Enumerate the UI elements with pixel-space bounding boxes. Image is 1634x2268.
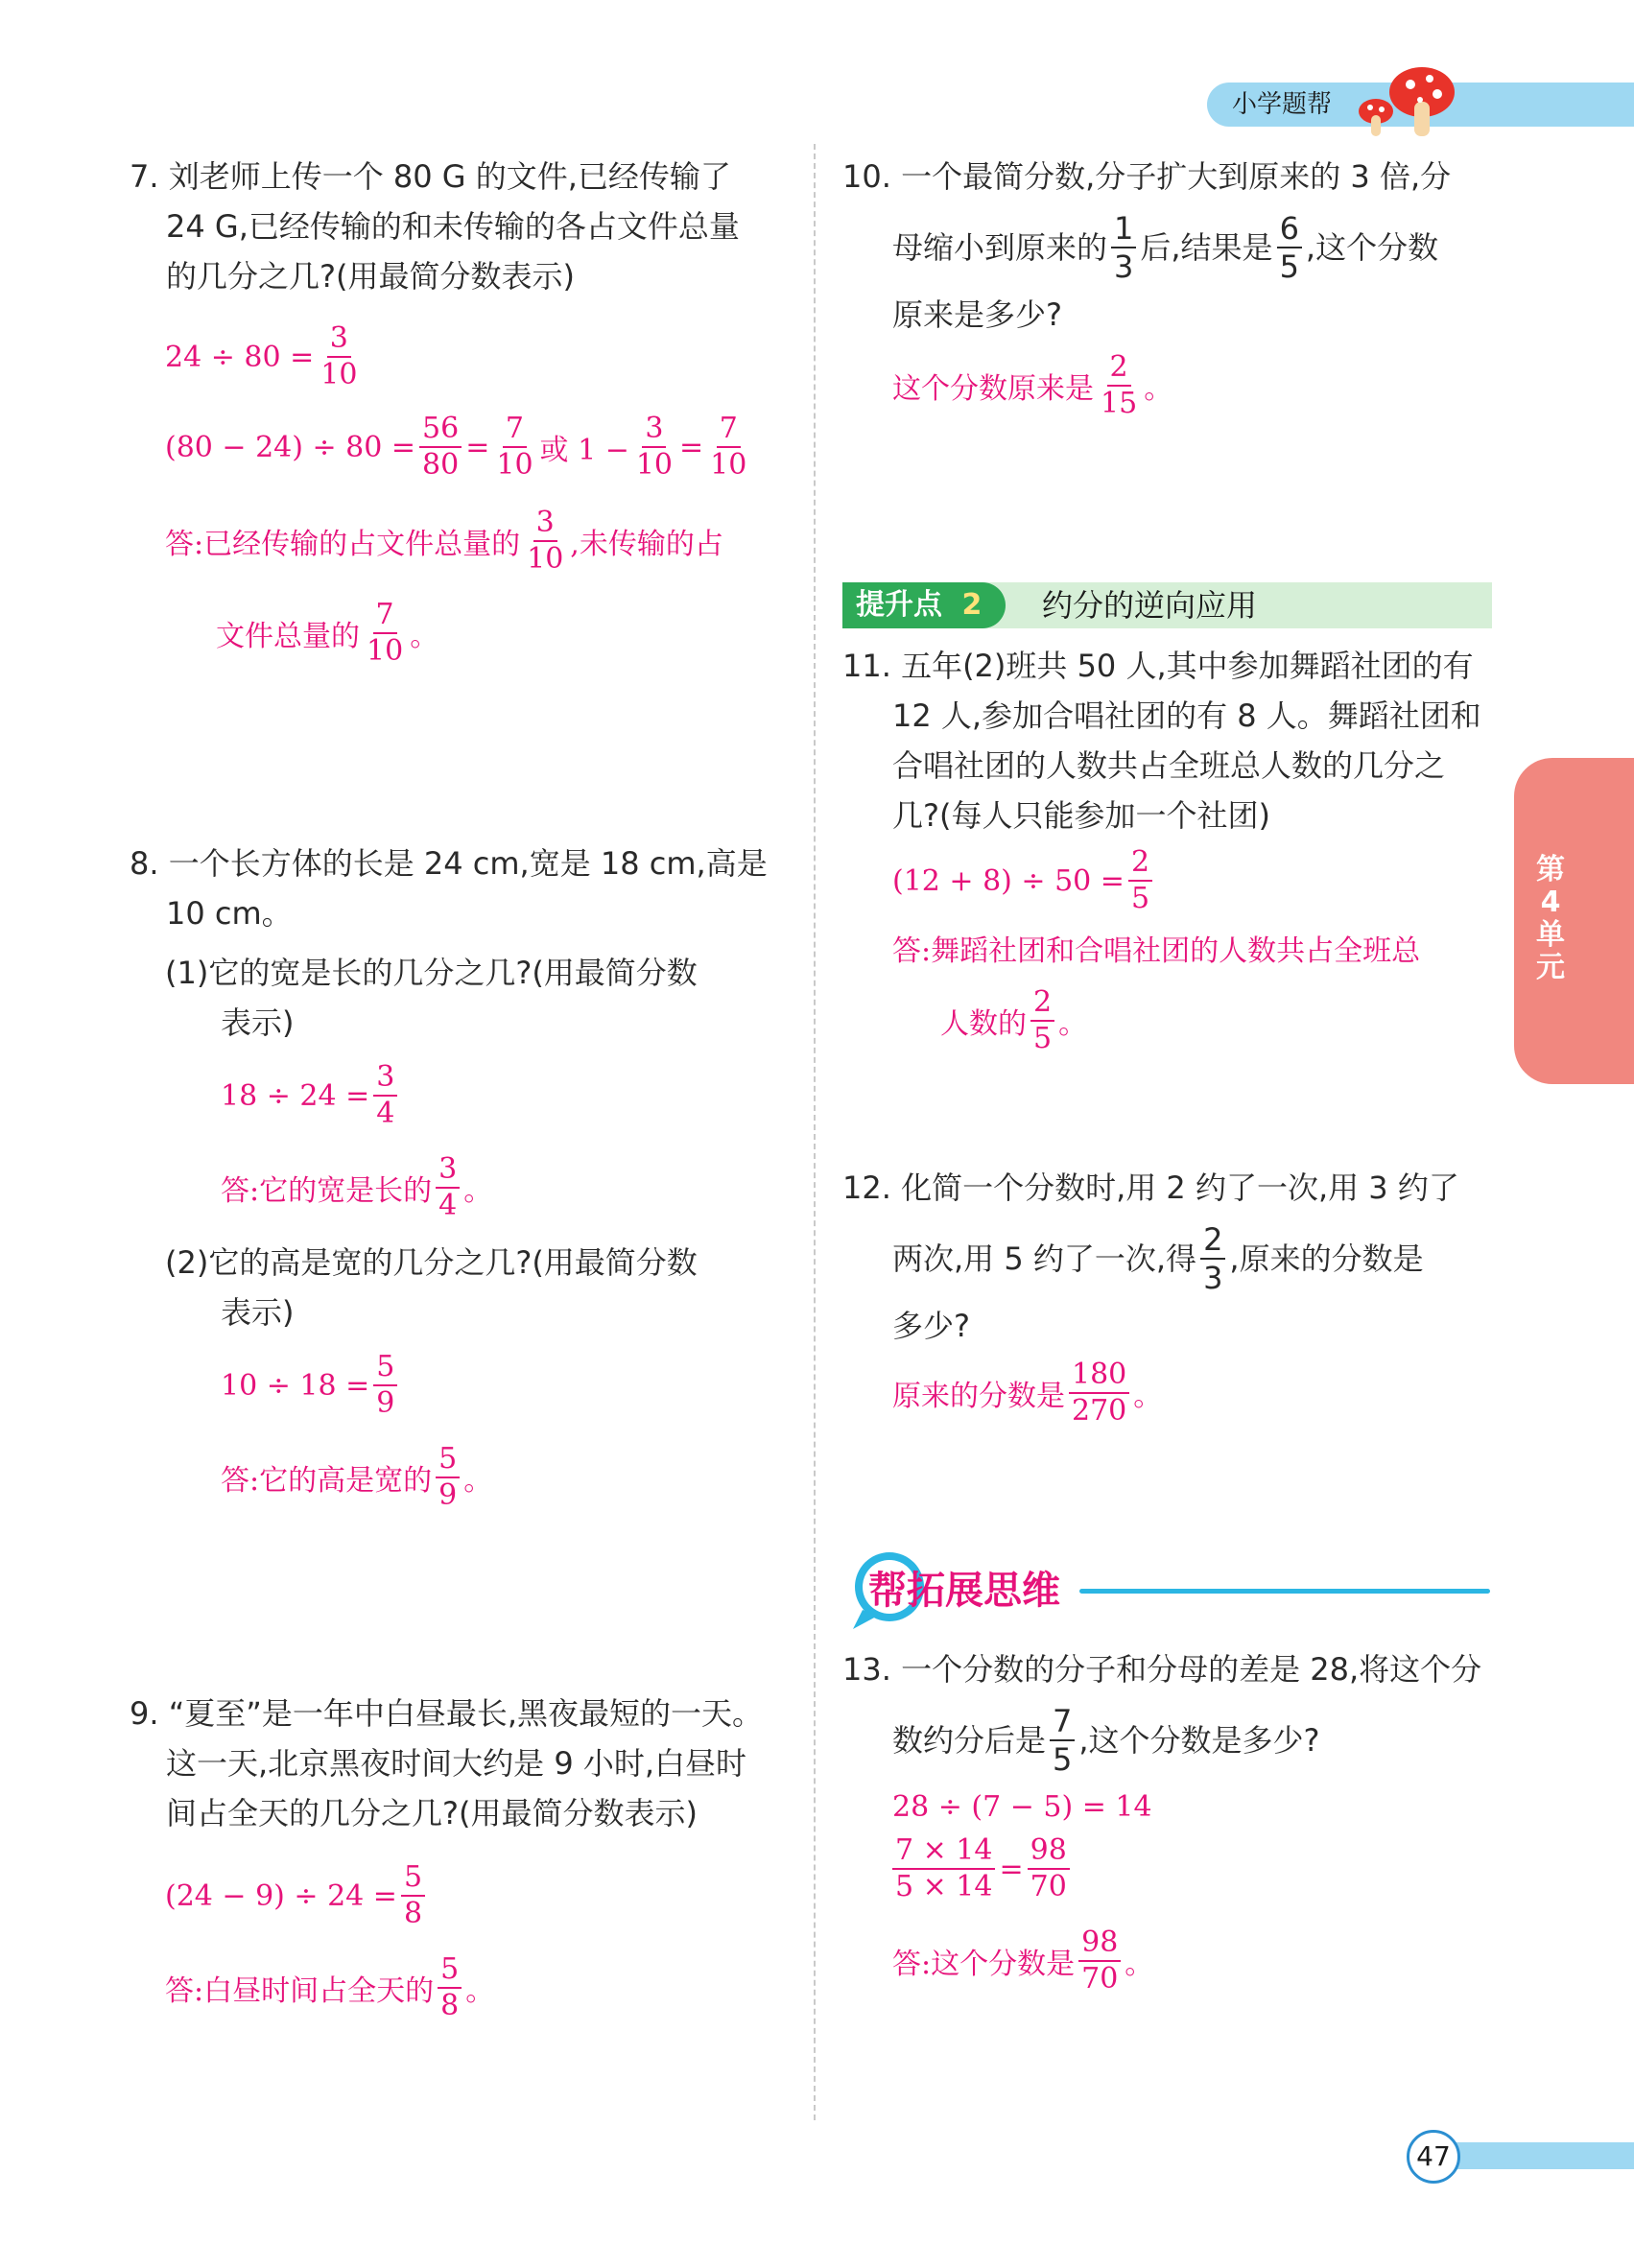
q7-calc-1 (165, 321, 364, 391)
period: 。 (410, 620, 439, 653)
q12-line3: 多少? (892, 1308, 970, 1344)
fraction: $\frac{56}{80}$ (419, 414, 462, 480)
q10-answer (892, 350, 1173, 420)
q7-answer-mid: ,未传输的占 (570, 528, 723, 561)
q12-line1: 12. 化简一个分数时,用 2 约了一次,用 3 约了 (842, 1169, 1459, 1206)
unit-side-tab (1514, 758, 1634, 1084)
q8-part1-line: 表示) (221, 1004, 295, 1041)
q7-calc-1-text: 24 ÷ 80 = (165, 340, 315, 374)
q9-calc (165, 1860, 429, 1930)
q8-part2-line: 表示) (221, 1294, 295, 1331)
q12-line2 (892, 1221, 1424, 1296)
fraction: $\frac{7 \times 14}{5 \times 14}$ (892, 1836, 995, 1902)
page-number: 47 (1407, 2130, 1460, 2184)
fraction: $\frac{98}{70}$ (1028, 1836, 1070, 1902)
q12-line2-post: ,原来的分数是 (1229, 1240, 1424, 1277)
q10-line2 (892, 210, 1439, 285)
q11-answer-2-text: 人数的 (940, 1007, 1027, 1041)
fraction: $\frac{180}{270}$ (1069, 1360, 1129, 1426)
fraction: $\frac{3}{10}$ (527, 506, 564, 576)
q9-answer (165, 1952, 495, 2022)
q10-line1: 10. 一个最简分数,分子扩大到原来的 3 倍,分 (842, 158, 1452, 195)
q11-calc (892, 845, 1156, 915)
q7-calc-2: (80 − 24) ÷ 80 = $\frac{56}{80}$ = $\frac{7}{10}$ 或 1 − $\frac{3}{10}$ = $\frac{7}{10}$ (165, 414, 753, 480)
extension-underline (1079, 1589, 1490, 1594)
brand-label: 小学题帮 (1232, 90, 1333, 119)
q10-line2-mid: 后,结果是 (1140, 229, 1273, 266)
period: 。 (1133, 1380, 1163, 1413)
section-tag (842, 582, 1006, 628)
q8-part2-answer-text: 答:它的高是宽的 (221, 1464, 433, 1498)
q11-line: 合唱社团的人数共占全班总人数的几分之 (892, 747, 1446, 784)
q13-line2 (892, 1703, 1320, 1778)
q13-answer (892, 1925, 1154, 1996)
q8-part2-answer (221, 1442, 493, 1512)
fraction: $\frac{7}{5}$ (1050, 1706, 1075, 1775)
q8-part1-calc (221, 1060, 401, 1130)
fraction: $\frac{5}{9}$ (373, 1353, 397, 1418)
q13-calc-1: 28 ÷ (7 − 5) = 14 (892, 1790, 1152, 1824)
fraction: $\frac{3}{4}$ (436, 1155, 460, 1220)
q10-line2-pre: 母缩小到原来的 (892, 229, 1108, 266)
fraction: $\frac{5}{9}$ (436, 1445, 460, 1510)
fraction: $\frac{98}{70}$ (1078, 1928, 1121, 1994)
q7-text (130, 152, 740, 301)
q11-calc-text: (12 + 8) ÷ 50 = (892, 863, 1125, 898)
q7-answer-2 (216, 598, 439, 668)
q7-answer-2-text: 文件总量的 (216, 620, 360, 653)
q7-answer (165, 508, 723, 574)
q7-calc-2-or: 或 1 − (539, 434, 629, 467)
q9-line: 间占全天的几分之几?(用最简分数表示) (166, 1795, 698, 1831)
q8-part2 (165, 1238, 698, 1337)
q7-calc-2-text: (80 − 24) ÷ 80 = (165, 430, 416, 464)
q7-line: 的几分之几?(用最简分数表示) (166, 258, 575, 295)
q8-part1-answer-text: 答:它的宽是长的 (221, 1174, 433, 1208)
mushroom-icon (1353, 56, 1458, 144)
q10-line3: 原来是多少? (892, 296, 1062, 333)
section-title: 约分的逆向应用 (1042, 587, 1258, 624)
q10-line2-post: ,这个分数 (1305, 229, 1439, 266)
q12-answer-text: 原来的分数是 (892, 1380, 1065, 1413)
q8-part2-calc-text: 10 ÷ 18 = (221, 1368, 370, 1403)
fraction: $\frac{3}{10}$ (320, 321, 358, 391)
q13-line1: 13. 一个分数的分子和分母的差是 28,将这个分 (842, 1651, 1482, 1688)
period: 。 (465, 1974, 495, 2008)
section-tag-label: 提升点 (856, 588, 942, 622)
q12-answer (892, 1360, 1162, 1426)
q8-text (130, 839, 768, 938)
q13-answer-text: 答:这个分数是 (892, 1948, 1076, 1981)
extension-title: 帮拓展思维 (868, 1569, 1060, 1613)
period: 。 (1058, 1007, 1088, 1041)
q8-part2-line: (2)它的高是宽的几分之几?(用最简分数 (165, 1244, 698, 1281)
q9-calc-text: (24 − 9) ÷ 24 = (165, 1878, 397, 1913)
q7-answer-text: 答:已经传输的占文件总量的 (165, 528, 521, 561)
q8-part1-line: (1)它的宽是长的几分之几?(用最简分数 (165, 955, 698, 991)
fraction: $\frac{5}{8}$ (438, 1955, 462, 2020)
fraction: $\frac{6}{5}$ (1277, 213, 1302, 282)
section-number: 2 (961, 588, 983, 622)
fraction: $\frac{3}{4}$ (373, 1063, 397, 1128)
period: 。 (1125, 1948, 1154, 1981)
fraction: $\frac{2}{5}$ (1030, 988, 1054, 1053)
unit-label: 第4单元 (1536, 853, 1565, 984)
q9-answer-text: 答:白昼时间占全天的 (165, 1974, 435, 2008)
fraction: $\frac{2}{5}$ (1128, 848, 1152, 913)
period: 。 (463, 1174, 493, 1208)
column-divider (814, 144, 816, 2120)
fraction: $\frac{7}{10}$ (367, 598, 404, 668)
q13-line2-post: ,这个分数是多少? (1078, 1722, 1320, 1759)
q13-line2-pre: 数约分后是 (892, 1722, 1047, 1759)
q8-part2-calc (221, 1350, 401, 1420)
q11-answer-1: 答:舞蹈社团和合唱社团的人数共占全班总 (892, 934, 1421, 968)
fraction: $\frac{3}{10}$ (635, 412, 674, 482)
q10-answer-text: 这个分数原来是 (892, 372, 1094, 406)
q9-line: 这一天,北京黑夜时间大约是 9 小时,白昼时 (166, 1745, 747, 1782)
q11-line: 12 人,参加合唱社团的有 8 人。舞蹈社团和 (892, 697, 1481, 734)
q11-answer-2 (940, 985, 1088, 1055)
q12-line2-pre: 两次,用 5 约了一次,得 (892, 1240, 1197, 1277)
period: 。 (463, 1464, 493, 1498)
fraction: $\frac{7}{10}$ (496, 412, 533, 482)
q7-line: 24 G,已经传输的和未传输的各占文件总量 (166, 208, 740, 245)
fraction: $\frac{5}{8}$ (401, 1863, 425, 1928)
q7-line: 7. 刘老师上传一个 80 G 的文件,已经传输了 (130, 158, 731, 195)
q9-line: 9. “夏至”是一年中白昼最长,黑夜最短的一天。 (130, 1695, 764, 1732)
q11-text (842, 641, 1481, 840)
fraction: $\frac{2}{3}$ (1200, 1224, 1225, 1293)
fraction: $\frac{1}{3}$ (1111, 213, 1136, 282)
q9-text (130, 1689, 763, 1838)
q8-line: 10 cm。 (166, 895, 293, 932)
q11-line: 几?(每人只能参加一个社团) (892, 797, 1270, 834)
q8-line: 8. 一个长方体的长是 24 cm,宽是 18 cm,高是 (130, 845, 768, 882)
q11-line: 11. 五年(2)班共 50 人,其中参加舞蹈社团的有 (842, 648, 1474, 684)
fraction: $\frac{2}{15}$ (1101, 350, 1138, 420)
q8-part1-answer (221, 1152, 493, 1222)
q13-calc-2: $\frac{7 \times 14}{5 \times 14}$ = $\frac{98}{70}$ (888, 1836, 1074, 1902)
q8-part1-calc-text: 18 ÷ 24 = (221, 1078, 370, 1113)
period: 。 (1144, 372, 1173, 406)
q8-part1 (165, 948, 698, 1048)
fraction: $\frac{7}{10}$ (710, 412, 747, 482)
